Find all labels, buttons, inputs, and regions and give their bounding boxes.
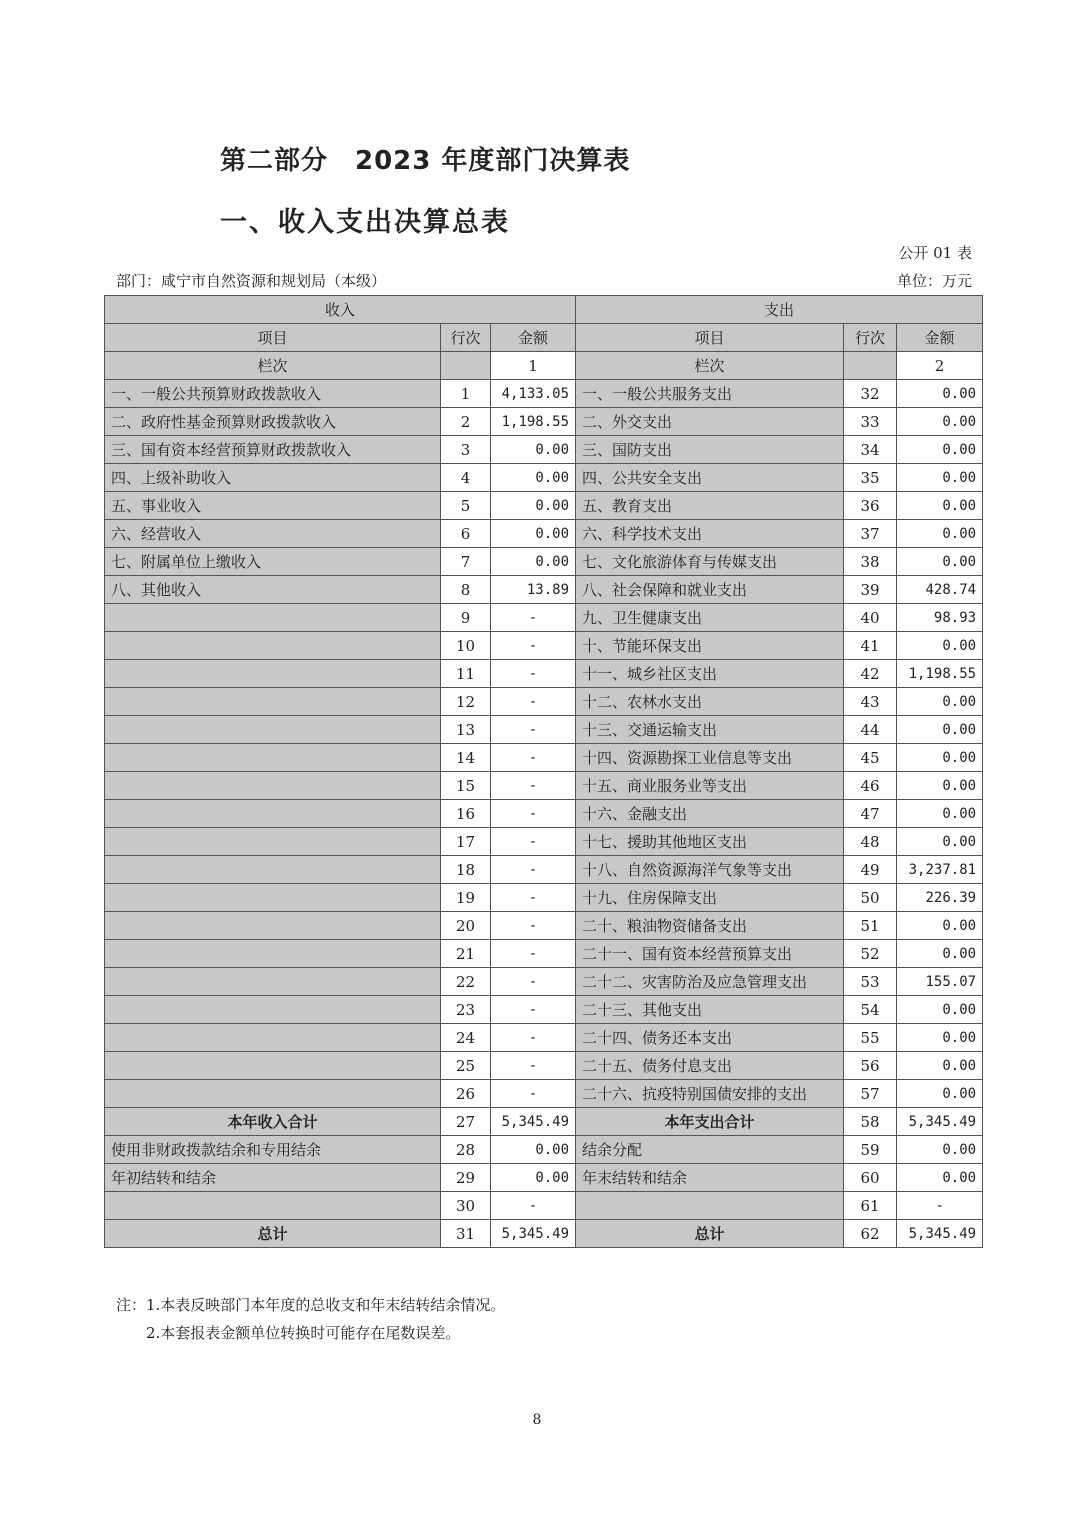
expense-item-cell: 二、外交支出: [576, 408, 844, 436]
expense-item-cell: 五、教育支出: [576, 492, 844, 520]
income-item-cell: [105, 716, 441, 744]
income-amount-cell: -: [491, 660, 576, 688]
income-row-cell: 12: [441, 688, 491, 716]
expense-row-cell: 41: [844, 632, 897, 660]
expense-item-cell: 四、公共安全支出: [576, 464, 844, 492]
expense-amount-cell: 5,345.49: [897, 1220, 983, 1248]
expense-item-cell: 九、卫生健康支出: [576, 604, 844, 632]
part-title: 第二部分 2023 年度部门决算表: [220, 146, 631, 176]
income-row-cell: 16: [441, 800, 491, 828]
income-item-cell: 一、一般公共预算财政拨款收入: [105, 380, 441, 408]
expense-item-cell: 八、社会保障和就业支出: [576, 576, 844, 604]
table-row: [105, 716, 983, 744]
income-amount-cell: -: [491, 968, 576, 996]
income-row-cell: 2: [441, 408, 491, 436]
table-row: [105, 464, 983, 492]
income-row-cell: 6: [441, 520, 491, 548]
income-amount-cell: 1,198.55: [491, 408, 576, 436]
income-item-cell: 使用非财政拨款结余和专用结余: [105, 1136, 441, 1164]
expense-row-cell: 39: [844, 576, 897, 604]
expense-row-cell: 34: [844, 436, 897, 464]
income-item-cell: [105, 828, 441, 856]
expense-row-cell: 40: [844, 604, 897, 632]
income-item-cell: [105, 940, 441, 968]
table-row: [105, 1080, 983, 1108]
table-row: [105, 408, 983, 436]
expense-amount-cell: 0.00: [897, 1164, 983, 1192]
income-row-header: 行次: [441, 324, 491, 352]
income-row-cell: 5: [441, 492, 491, 520]
expense-amount-cell: -: [897, 1192, 983, 1220]
expense-item-cell: 十、节能环保支出: [576, 632, 844, 660]
expense-amount-cell: 0.00: [897, 772, 983, 800]
income-amount-cell: 0.00: [491, 520, 576, 548]
income-item-cell: [105, 604, 441, 632]
expense-row-cell: 49: [844, 856, 897, 884]
note-2: 2.本套报表金额单位转换时可能存在尾数误差。: [146, 1324, 461, 1342]
table-row: [105, 968, 983, 996]
expense-seq-label: 栏次: [576, 352, 844, 380]
expense-row-cell: 57: [844, 1080, 897, 1108]
income-item-cell: [105, 1192, 441, 1220]
income-item-cell: [105, 968, 441, 996]
income-amount-cell: -: [491, 688, 576, 716]
expense-row-cell: 36: [844, 492, 897, 520]
income-row-cell: 4: [441, 464, 491, 492]
expense-amount-cell: 0.00: [897, 408, 983, 436]
income-amount-cell: -: [491, 772, 576, 800]
expense-amount-cell: 0.00: [897, 716, 983, 744]
table-row: [105, 772, 983, 800]
income-amount-cell: 0.00: [491, 492, 576, 520]
expense-item-cell: 二十三、其他支出: [576, 996, 844, 1024]
expense-row-cell: 38: [844, 548, 897, 576]
table-row: [105, 1052, 983, 1080]
income-item-cell: [105, 632, 441, 660]
expense-item-cell: 二十六、抗疫特别国债安排的支出: [576, 1080, 844, 1108]
table-row: [105, 1220, 983, 1248]
table-number: 公开 01 表: [898, 244, 972, 262]
expense-row-cell: 60: [844, 1164, 897, 1192]
expense-row-header: 行次: [844, 324, 897, 352]
expense-item-cell: 十三、交通运输支出: [576, 716, 844, 744]
expense-row-cell: 58: [844, 1108, 897, 1136]
notes: [116, 1291, 505, 1347]
expense-row-cell: 50: [844, 884, 897, 912]
table-row: [105, 604, 983, 632]
income-row-cell: 24: [441, 1024, 491, 1052]
table-row: [105, 436, 983, 464]
income-amount-cell: -: [491, 632, 576, 660]
expense-item-cell: 二十、粮油物资储备支出: [576, 912, 844, 940]
expense-amount-cell: 0.00: [897, 632, 983, 660]
income-row-cell: 14: [441, 744, 491, 772]
expense-amount-cell: 428.74: [897, 576, 983, 604]
section-header-row: [105, 296, 983, 324]
income-amount-cell: 13.89: [491, 576, 576, 604]
expense-item-header: 项目: [576, 324, 844, 352]
income-row-cell: 8: [441, 576, 491, 604]
expense-item-cell: [576, 1192, 844, 1220]
income-amount-cell: -: [491, 744, 576, 772]
table-row: [105, 520, 983, 548]
income-amount-cell: -: [491, 1192, 576, 1220]
expense-item-cell: 本年支出合计: [576, 1108, 844, 1136]
expense-item-cell: 二十一、国有资本经营预算支出: [576, 940, 844, 968]
expense-amount-cell: 0.00: [897, 1080, 983, 1108]
income-item-cell: 六、经营收入: [105, 520, 441, 548]
income-seq-blank: [441, 352, 491, 380]
expense-row-cell: 54: [844, 996, 897, 1024]
expense-item-cell: 十六、金融支出: [576, 800, 844, 828]
income-item-cell: [105, 884, 441, 912]
expense-row-cell: 53: [844, 968, 897, 996]
income-item-cell: [105, 744, 441, 772]
table-row: [105, 492, 983, 520]
table-row: [105, 688, 983, 716]
income-row-cell: 17: [441, 828, 491, 856]
expense-row-cell: 42: [844, 660, 897, 688]
income-amount-cell: -: [491, 828, 576, 856]
income-row-cell: 7: [441, 548, 491, 576]
income-item-cell: [105, 688, 441, 716]
income-expense-table: [104, 295, 983, 1248]
income-amount-cell: 0.00: [491, 436, 576, 464]
income-row-cell: 3: [441, 436, 491, 464]
table-row: [105, 1108, 983, 1136]
expense-section-header: 支出: [576, 296, 983, 324]
income-row-cell: 28: [441, 1136, 491, 1164]
expense-amount-cell: 0.00: [897, 744, 983, 772]
expense-row-cell: 48: [844, 828, 897, 856]
expense-item-cell: 总计: [576, 1220, 844, 1248]
income-amount-cell: 5,345.49: [491, 1108, 576, 1136]
table-row: [105, 912, 983, 940]
income-row-cell: 29: [441, 1164, 491, 1192]
expense-item-cell: 十二、农林水支出: [576, 688, 844, 716]
income-row-cell: 31: [441, 1220, 491, 1248]
income-item-cell: 本年收入合计: [105, 1108, 441, 1136]
expense-item-cell: 结余分配: [576, 1136, 844, 1164]
table-row: [105, 828, 983, 856]
expense-amount-cell: 0.00: [897, 548, 983, 576]
income-row-cell: 21: [441, 940, 491, 968]
income-amount-cell: -: [491, 940, 576, 968]
expense-item-cell: 十五、商业服务业等支出: [576, 772, 844, 800]
table-row: [105, 548, 983, 576]
expense-row-cell: 33: [844, 408, 897, 436]
expense-amount-cell: 5,345.49: [897, 1108, 983, 1136]
income-item-cell: 二、政府性基金预算财政拨款收入: [105, 408, 441, 436]
income-item-cell: 八、其他收入: [105, 576, 441, 604]
expense-amount-cell: 0.00: [897, 912, 983, 940]
expense-item-cell: 年末结转和结余: [576, 1164, 844, 1192]
column-sequence-row: [105, 352, 983, 380]
income-amount-cell: -: [491, 884, 576, 912]
income-amount-cell: 0.00: [491, 1164, 576, 1192]
table-row: [105, 744, 983, 772]
income-amount-cell: -: [491, 856, 576, 884]
income-row-cell: 10: [441, 632, 491, 660]
expense-amount-cell: 3,237.81: [897, 856, 983, 884]
expense-amount-cell: 226.39: [897, 884, 983, 912]
income-amount-cell: 5,345.49: [491, 1220, 576, 1248]
expense-row-cell: 35: [844, 464, 897, 492]
expense-amount-cell: 0.00: [897, 1136, 983, 1164]
income-row-cell: 9: [441, 604, 491, 632]
income-item-cell: 年初结转和结余: [105, 1164, 441, 1192]
expense-seq-blank: [844, 352, 897, 380]
income-item-cell: [105, 1024, 441, 1052]
income-amount-cell: -: [491, 716, 576, 744]
expense-item-cell: 七、文化旅游体育与传媒支出: [576, 548, 844, 576]
income-amount-cell: 4,133.05: [491, 380, 576, 408]
expense-amount-cell: 0.00: [897, 1052, 983, 1080]
table-row: [105, 856, 983, 884]
expense-amount-cell: 0.00: [897, 436, 983, 464]
income-row-cell: 26: [441, 1080, 491, 1108]
expense-item-cell: 三、国防支出: [576, 436, 844, 464]
income-item-cell: 七、附属单位上缴收入: [105, 548, 441, 576]
expense-row-cell: 56: [844, 1052, 897, 1080]
expense-row-cell: 61: [844, 1192, 897, 1220]
expense-amount-cell: 98.93: [897, 604, 983, 632]
expense-row-cell: 52: [844, 940, 897, 968]
income-item-cell: [105, 660, 441, 688]
column-header-row: [105, 324, 983, 352]
income-row-cell: 18: [441, 856, 491, 884]
page-number: 8: [532, 1412, 542, 1428]
table-title: 一、收入支出决算总表: [220, 207, 510, 238]
expense-amount-cell: 0.00: [897, 940, 983, 968]
table-row: [105, 576, 983, 604]
table-row: [105, 380, 983, 408]
expense-seq-number: 2: [897, 352, 983, 380]
expense-amount-cell: 0.00: [897, 800, 983, 828]
table-row: [105, 940, 983, 968]
income-item-cell: 三、国有资本经营预算财政拨款收入: [105, 436, 441, 464]
note-1: 注：1.本表反映部门本年度的总收支和年末结转结余情况。: [116, 1296, 506, 1314]
table-row: [105, 1192, 983, 1220]
table-row: [105, 884, 983, 912]
expense-amount-cell: 1,198.55: [897, 660, 983, 688]
income-amount-cell: -: [491, 996, 576, 1024]
income-row-cell: 27: [441, 1108, 491, 1136]
expense-item-cell: 二十五、债务付息支出: [576, 1052, 844, 1080]
income-amount-cell: 0.00: [491, 1136, 576, 1164]
expense-amount-cell: 0.00: [897, 520, 983, 548]
income-item-cell: 五、事业收入: [105, 492, 441, 520]
income-row-cell: 20: [441, 912, 491, 940]
expense-item-cell: 一、一般公共服务支出: [576, 380, 844, 408]
expense-row-cell: 59: [844, 1136, 897, 1164]
income-item-cell: [105, 996, 441, 1024]
income-row-cell: 13: [441, 716, 491, 744]
expense-item-cell: 十四、资源勘探工业信息等支出: [576, 744, 844, 772]
table-row: [105, 996, 983, 1024]
income-item-cell: [105, 1052, 441, 1080]
income-amount-cell: 0.00: [491, 464, 576, 492]
expense-row-cell: 32: [844, 380, 897, 408]
expense-row-cell: 62: [844, 1220, 897, 1248]
expense-amount-cell: 0.00: [897, 1024, 983, 1052]
expense-item-cell: 六、科学技术支出: [576, 520, 844, 548]
expense-row-cell: 47: [844, 800, 897, 828]
income-seq-number: 1: [491, 352, 576, 380]
income-amount-cell: -: [491, 800, 576, 828]
income-item-cell: 四、上级补助收入: [105, 464, 441, 492]
table-row: [105, 660, 983, 688]
income-row-cell: 22: [441, 968, 491, 996]
income-row-cell: 1: [441, 380, 491, 408]
expense-row-cell: 43: [844, 688, 897, 716]
table-row: [105, 1136, 983, 1164]
income-item-cell: [105, 912, 441, 940]
income-section-header: 收入: [105, 296, 576, 324]
expense-amount-cell: 0.00: [897, 828, 983, 856]
income-row-cell: 25: [441, 1052, 491, 1080]
income-amount-cell: 0.00: [491, 548, 576, 576]
unit-label: 单位：万元: [896, 272, 972, 290]
table-row: [105, 800, 983, 828]
income-amount-cell: -: [491, 604, 576, 632]
table-row: [105, 1164, 983, 1192]
income-row-cell: 19: [441, 884, 491, 912]
income-item-cell: [105, 856, 441, 884]
table-row: [105, 1024, 983, 1052]
income-amount-cell: -: [491, 1052, 576, 1080]
expense-row-cell: 44: [844, 716, 897, 744]
income-amount-cell: -: [491, 1024, 576, 1052]
department-label: 部门：咸宁市自然资源和规划局（本级）: [116, 272, 387, 290]
income-item-cell: 总计: [105, 1220, 441, 1248]
expense-row-cell: 46: [844, 772, 897, 800]
income-item-cell: [105, 772, 441, 800]
expense-row-cell: 45: [844, 744, 897, 772]
income-seq-label: 栏次: [105, 352, 441, 380]
income-item-cell: [105, 1080, 441, 1108]
expense-row-cell: 37: [844, 520, 897, 548]
income-row-cell: 11: [441, 660, 491, 688]
expense-item-cell: 十八、自然资源海洋气象等支出: [576, 856, 844, 884]
income-amount-cell: -: [491, 1080, 576, 1108]
expense-item-cell: 二十四、债务还本支出: [576, 1024, 844, 1052]
expense-item-cell: 十七、援助其他地区支出: [576, 828, 844, 856]
expense-item-cell: 二十二、灾害防治及应急管理支出: [576, 968, 844, 996]
expense-row-cell: 51: [844, 912, 897, 940]
income-amount-header: 金额: [491, 324, 576, 352]
expense-amount-header: 金额: [897, 324, 983, 352]
income-item-header: 项目: [105, 324, 441, 352]
expense-row-cell: 55: [844, 1024, 897, 1052]
income-amount-cell: -: [491, 912, 576, 940]
table-row: [105, 632, 983, 660]
expense-item-cell: 十一、城乡社区支出: [576, 660, 844, 688]
income-item-cell: [105, 800, 441, 828]
expense-item-cell: 十九、住房保障支出: [576, 884, 844, 912]
expense-amount-cell: 0.00: [897, 688, 983, 716]
income-row-cell: 15: [441, 772, 491, 800]
expense-amount-cell: 0.00: [897, 464, 983, 492]
expense-amount-cell: 155.07: [897, 968, 983, 996]
expense-amount-cell: 0.00: [897, 492, 983, 520]
expense-amount-cell: 0.00: [897, 380, 983, 408]
expense-amount-cell: 0.00: [897, 996, 983, 1024]
income-row-cell: 23: [441, 996, 491, 1024]
income-row-cell: 30: [441, 1192, 491, 1220]
